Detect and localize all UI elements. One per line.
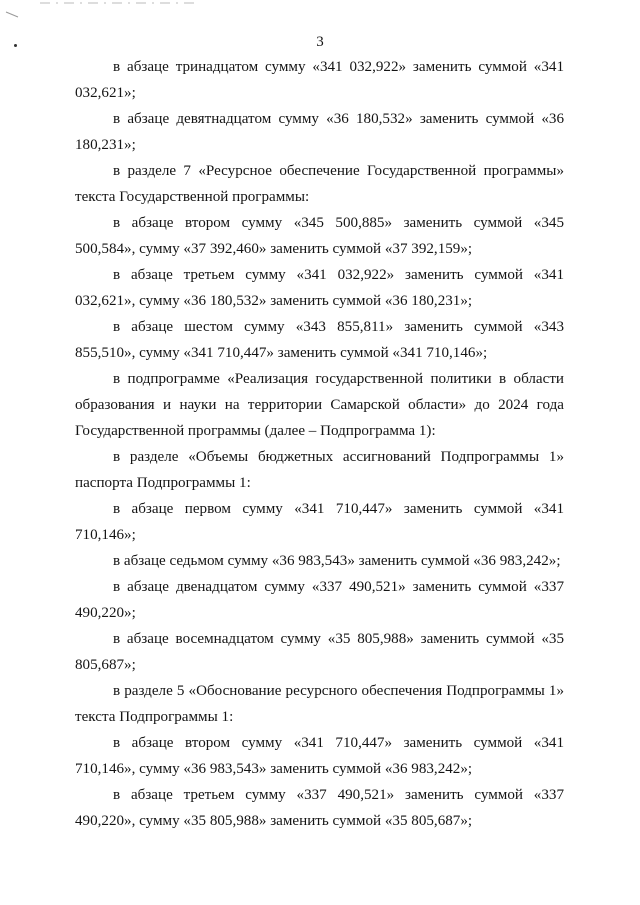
paragraph: в абзаце третьем сумму «337 490,521» заменить суммой «337 490,220», сумму «35 805,988» заменить суммой «35 805,687»; xyxy=(75,787,564,829)
paragraph: в абзаце втором сумму «345 500,885» заменить суммой «345 500,584», сумму «37 392,460» заменить суммой «37 392,159»; xyxy=(75,215,564,257)
paragraph: в абзаце третьем сумму «341 032,922» заменить суммой «341 032,621», сумму «36 180,532» заменить суммой «36 180,231»; xyxy=(75,267,564,309)
paragraph: в абзаце шестом сумму «343 855,811» заменить суммой «343 855,510», сумму «341 710,447» заменить суммой «341 710,146»; xyxy=(75,319,564,361)
paragraph: в разделе «Объемы бюджетных ассигнований Подпрограммы 1» паспорта Подпрограммы 1: xyxy=(75,449,564,491)
paragraph: в разделе 7 «Ресурсное обеспечение Государственной программы» текста Государственной программы: xyxy=(75,163,564,205)
paragraph: в разделе 5 «Обоснование ресурсного обеспечения Подпрограммы 1» текста Подпрограммы 1: xyxy=(75,683,564,725)
paragraph: в абзаце первом сумму «341 710,447» заменить суммой «341 710,146»; xyxy=(75,501,564,543)
scan-artifact-marks xyxy=(0,0,640,20)
page-number: 3 xyxy=(316,34,324,50)
paragraph: в абзаце двенадцатом сумму «337 490,521» заменить суммой «337 490,220»; xyxy=(75,579,564,621)
paragraph: в абзаце втором сумму «341 710,447» заменить суммой «341 710,146», сумму «36 983,543» заменить суммой «36 983,242»; xyxy=(75,735,564,777)
paragraph: в подпрограмме «Реализация государственной политики в области образования и науки на территории Самарской области» до 2024 года Государственной программы (далее – Подпрограмма 1): xyxy=(75,371,564,439)
paragraph: в абзаце девятнадцатом сумму «36 180,532» заменить суммой «36 180,231»; xyxy=(75,111,564,153)
paragraph: в абзаце тринадцатом сумму «341 032,922» заменить суммой «341 032,621»; xyxy=(75,59,564,101)
paragraph: в абзаце седьмом сумму «36 983,543» заменить суммой «36 983,242»; xyxy=(113,553,561,569)
paragraph: в абзаце восемнадцатом сумму «35 805,988» заменить суммой «35 805,687»; xyxy=(75,631,564,673)
document-body xyxy=(75,54,564,834)
